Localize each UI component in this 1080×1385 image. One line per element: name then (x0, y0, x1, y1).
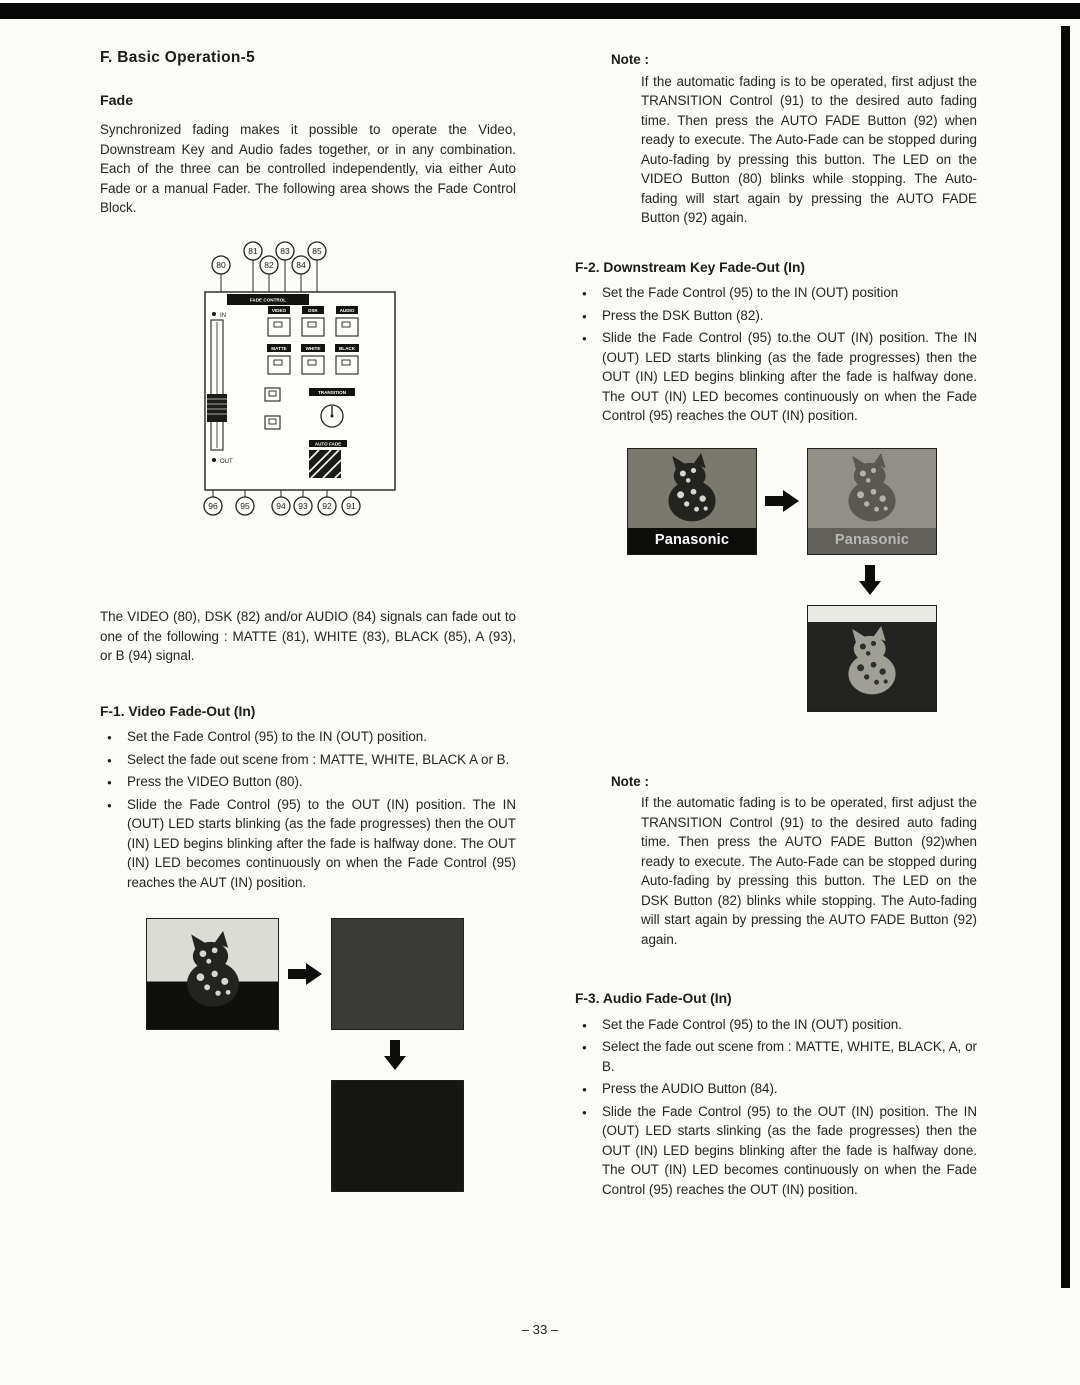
right-column (575, 50, 977, 1202)
list-item: ● Press the AUDIO Button (84). (575, 1079, 977, 1099)
cat-illustration (654, 453, 730, 523)
fade-control-diagram-svg (192, 238, 424, 538)
audio-button-label: AUDIO (339, 307, 355, 313)
section-heading: F. Basic Operation-5 (100, 49, 256, 66)
dsk-faded-out-photo (807, 605, 937, 712)
list-item: ● Press the VIDEO Button (80). (100, 772, 516, 792)
list-item: ● Select the fade out scene from : MATTE, WHITE, BLACK A or B. (100, 750, 516, 770)
f3-bullet-list (575, 1015, 977, 1200)
left-column (100, 48, 516, 1192)
f2-figure-row3 (627, 605, 977, 712)
video-scene-photo (146, 918, 279, 1030)
down-arrow-icon (857, 565, 883, 595)
list-item: ● Slide the Fade Control (95) to.the OUT (IN) position. The IN (OUT) LED starts blinking (as the fade progresses) then the OUT (IN) LED begins blinking after the fade is halfway done. The OUT (IN) LED becomes continuously on when the Fade Control (95) reaches the OUT (IN) position. (575, 328, 977, 426)
brand-wordmark: Panasonic (834, 531, 910, 548)
callout-numbers-bottom (204, 497, 360, 515)
note-label: Note : (611, 773, 649, 789)
fade-direction-gap (757, 489, 807, 513)
right-rule (1061, 26, 1070, 1288)
panel-outline (205, 292, 395, 490)
f2-figure-row2 (627, 555, 977, 605)
fade-control-block-diagram (192, 238, 424, 544)
f1-figure (146, 918, 516, 1192)
list-item: ● Slide the Fade Control (95) to the OUT (IN) position. The IN (OUT) LED starts blinking (as the fade progresses) then the OUT (IN) LED begins blinking after the fade is halfway done. The OUT (IN) LED becomes continuously on when the Fade Control (95) reaches the AUT (IN) position. (100, 795, 516, 893)
top-rule (0, 3, 1080, 19)
matte-button-label: MATTE (271, 345, 287, 351)
list-item: ● Press the DSK Button (82). (575, 306, 977, 326)
brand-band (628, 528, 756, 554)
faded-scene-photo (331, 918, 464, 1030)
svg-text:93: 93 (298, 500, 308, 511)
cat-illustration (834, 626, 910, 696)
transition-label: TRANSITION (317, 389, 347, 395)
note-paragraph: If the automatic fading is to be operated, first adjust the TRANSITION Control (91) to the desired auto fading time. Then press the AUTO FADE Button (92)when ready to execute. The Auto-Fade can be stopped during Auto-fading by pressing this button. The LED on the DSK Button (82) blinks while stopping. The Auto-fading will start again by pressing the AUTO FADE Button (92) again. (641, 795, 977, 947)
black-button-label: BLACK (338, 345, 356, 351)
f2-figure-row1 (627, 448, 977, 555)
f1-figure-row3 (146, 1080, 516, 1192)
page-number: – 33 – (521, 1322, 559, 1337)
list-item: ● Set the Fade Control (95) to the IN (OUT) position. (575, 1015, 977, 1035)
svg-text:96: 96 (208, 500, 218, 511)
auto-fade-label: AUTO FADE (314, 440, 342, 446)
callout-numbers-top (212, 242, 326, 274)
f1-heading: F-1. Video Fade-Out (In) (100, 703, 256, 719)
list-item: ● Set the Fade Control (95) to the IN (OUT) position (575, 283, 977, 303)
list-item: ● Slide the Fade Control (95) to the OUT (IN) position. The IN (OUT) LED starts slinking (as the fade progresses) then the OUT (IN) LED begins blinking after the fade is halfway done. The OUT (IN) LED becomes continuously on when the Fade Control (95) reaches the OUT (IN) position. (575, 1102, 977, 1200)
svg-text:85: 85 (312, 245, 322, 256)
fader-handle (207, 394, 227, 422)
fade-heading: Fade (100, 92, 134, 109)
svg-text:94: 94 (276, 500, 286, 511)
cat-illustration (834, 453, 910, 523)
cat-illustration (171, 931, 255, 1008)
fade-direction-gap (279, 962, 331, 986)
right-arrow-icon (765, 489, 799, 513)
note-block-2 (611, 772, 977, 950)
intro-paragraph: Synchronized fading makes it possible to operate the Video, Downstream Key and Audio fades together, or in any combination. Each of the three can be controlled independently, via either Auto Fade or a manual Fader. The following area shows the Fade Control Block. (100, 122, 516, 215)
svg-text:80: 80 (216, 259, 226, 270)
video-button-label: VIDEO (271, 307, 287, 313)
f1-figure-row2 (146, 1030, 516, 1080)
f3-heading: F-3. Audio Fade-Out (In) (575, 991, 732, 1006)
white-button-label: WHITE (305, 345, 321, 351)
note-paragraph: If the automatic fading is to be operated, first adjust the TRANSITION Control (91) to the desired auto fading time. Then press the AUTO FADE Button (92) when ready to execute. The Auto-Fade can be stopped during Auto-fading by pressing this button. The LED on the VIDEO Button (80) blinks while stopping. The Auto-fading will start again by pressing the AUTO FADE Button (92) again. (641, 73, 977, 225)
svg-text:82: 82 (264, 259, 274, 270)
slider-in-label: IN (220, 312, 226, 319)
f1-bullet-list (100, 727, 516, 892)
svg-text:91: 91 (346, 500, 356, 511)
dsk-fading-photo (807, 448, 937, 555)
sky-strip (808, 606, 936, 622)
brand-wordmark: Panasonic (654, 531, 730, 548)
dsk-button-label: DSK (308, 307, 318, 313)
dsk-scene-photo (627, 448, 757, 555)
list-item: ● Select the fade out scene from : MATTE, WHITE, BLACK, A, or B. (575, 1037, 977, 1076)
list-item: ● Set the Fade Control (95) to the IN (OUT) position. (100, 727, 516, 747)
slider-out-label: OUT (220, 458, 233, 465)
signals-paragraph: The VIDEO (80), DSK (82) and/or AUDIO (84) signals can fade out to one of the following : MATTE (81), WHITE (83), BLACK (85), A (93), or B (94) signal. (100, 609, 516, 663)
fade-out-result-photo (331, 1080, 464, 1192)
note-block-1 (611, 50, 977, 228)
f2-bullet-list (575, 283, 977, 426)
f2-figure (627, 448, 977, 712)
svg-text:95: 95 (240, 500, 250, 511)
right-arrow-icon (288, 962, 322, 986)
svg-text:83: 83 (280, 245, 290, 256)
down-arrow-icon (382, 1040, 408, 1070)
brand-band (808, 528, 936, 554)
svg-text:84: 84 (296, 259, 306, 270)
f1-figure-row1 (146, 918, 516, 1030)
svg-text:92: 92 (322, 500, 332, 511)
diagram-leader-lines-bottom (213, 490, 351, 497)
note-label: Note : (611, 52, 649, 67)
f2-heading: F-2. Downstream Key Fade-Out (In) (575, 259, 805, 275)
fade-control-title: FADE CONTROL (249, 297, 287, 303)
svg-text:81: 81 (248, 245, 258, 256)
